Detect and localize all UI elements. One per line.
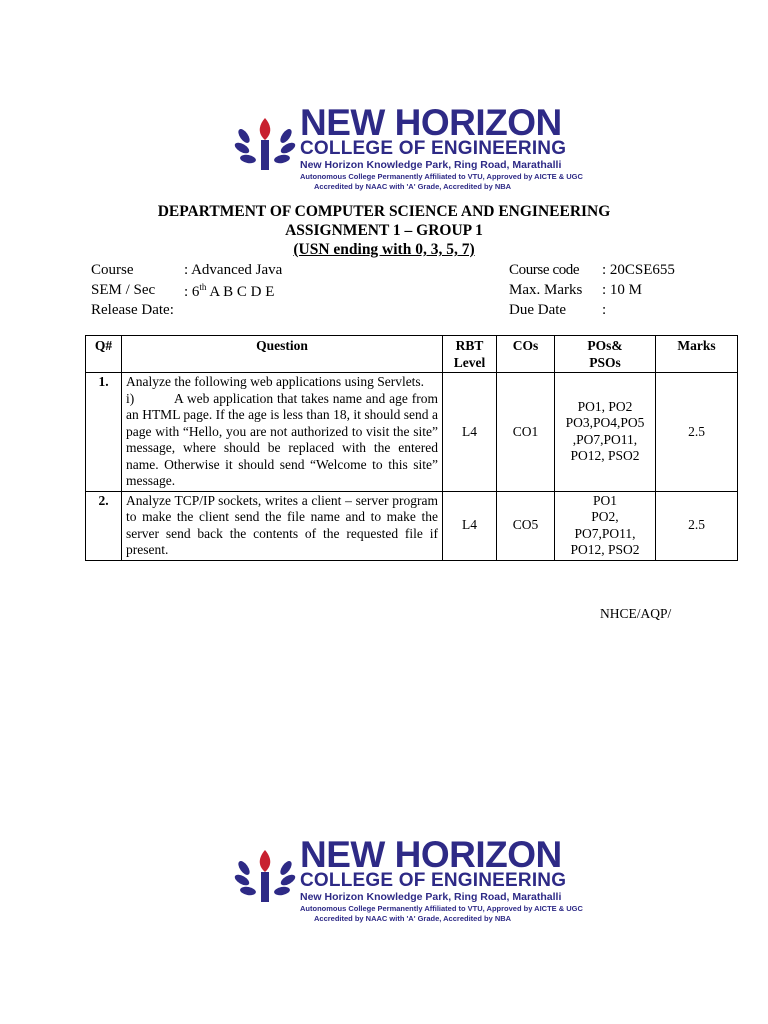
sem-label: SEM / Sec	[91, 282, 156, 298]
po-pso	[555, 491, 656, 560]
course-outcome: CO5	[497, 491, 555, 560]
question-number: 1.	[86, 373, 122, 492]
college-name: NEW HORIZON	[300, 102, 562, 143]
sem-suffix: A B C D E	[206, 284, 275, 300]
po-line: PO3,PO4,PO5	[565, 415, 645, 431]
table-row	[86, 491, 738, 560]
sem-sup: th	[199, 282, 207, 292]
col-header-question: Question	[122, 336, 443, 373]
po-line: PO7,PO11,	[574, 525, 636, 541]
college-affiliation: Autonomous College Permanently Affiliated to VTU, Approved by AICTE & UGC	[300, 172, 583, 181]
document-code: NHCE/AQP/	[600, 606, 672, 621]
question-item-label: i)	[126, 390, 135, 406]
laurel-torch-icon	[234, 846, 296, 906]
rbt-header-line2: Level	[453, 355, 486, 370]
table-row	[86, 373, 738, 492]
po-line: PO12, PSO2	[570, 448, 640, 464]
po-line: PO1	[592, 492, 617, 508]
question-text	[122, 373, 443, 492]
col-header-cos: COs	[497, 336, 555, 373]
question-intro: Analyze the following web applications using Servlets.	[126, 374, 425, 389]
college-accreditation: Accredited by NAAC with 'A' Grade, Accredited by NBA	[314, 914, 512, 923]
laurel-torch-icon	[234, 114, 296, 174]
college-name: NEW HORIZON	[300, 834, 562, 875]
po-pso	[555, 373, 656, 492]
sem-prefix: : 6	[184, 284, 200, 300]
col-header-marks: Marks	[656, 336, 738, 373]
rbt-level: L4	[443, 491, 497, 560]
question-text: Analyze TCP/IP sockets, writes a client – server program to make the client send the file name and to make the server send back the contents of the requested file if present.	[122, 491, 443, 560]
pos-header-line2: PSOs	[589, 355, 621, 370]
college-subtitle: COLLEGE OF ENGINEERING	[300, 138, 567, 159]
question-number: 2.	[86, 491, 122, 560]
course-label: Course	[91, 262, 134, 278]
table-header-row	[86, 336, 738, 373]
question-item	[126, 391, 438, 490]
max-marks-label: Max. Marks	[509, 282, 583, 298]
due-date-value: :	[602, 302, 607, 318]
college-logo	[234, 102, 583, 191]
college-address: New Horizon Knowledge Park, Ring Road, Marathalli	[300, 891, 562, 903]
marks: 2.5	[656, 491, 738, 560]
po-line: ,PO7,PO11,	[572, 431, 638, 447]
course-code-label: Course code	[509, 262, 580, 278]
po-line: PO1, PO2	[577, 398, 633, 414]
course-code-value: : 20CSE655	[602, 262, 675, 278]
col-header-rbt	[443, 336, 497, 373]
po-line: PO2,	[591, 509, 619, 524]
college-accreditation: Accredited by NAAC with 'A' Grade, Accredited by NBA	[314, 182, 512, 191]
usn-note: (USN ending with 0, 3, 5, 7)	[293, 241, 475, 258]
questions-table	[85, 335, 738, 561]
course-outcome: CO1	[497, 373, 555, 492]
rbt-header-line1: RBT	[455, 338, 484, 353]
pos-header-line1: POs&	[587, 338, 623, 353]
sem-value	[184, 282, 274, 301]
max-marks-value: : 10 M	[602, 282, 643, 298]
po-line: PO12, PSO2	[570, 542, 640, 557]
department-heading: DEPARTMENT OF COMPUTER SCIENCE AND ENGINEERING	[157, 203, 611, 220]
release-date-label: Release Date:	[91, 302, 174, 318]
due-date-label: Due Date	[509, 302, 567, 318]
rbt-level: L4	[443, 373, 497, 492]
marks: 2.5	[656, 373, 738, 492]
col-header-pos	[555, 336, 656, 373]
college-affiliation: Autonomous College Permanently Affiliated to VTU, Approved by AICTE & UGC	[300, 904, 583, 913]
col-header-num: Q#	[86, 336, 122, 373]
college-logo-bottom	[234, 834, 583, 923]
college-address: New Horizon Knowledge Park, Ring Road, Marathalli	[300, 159, 562, 171]
college-subtitle: COLLEGE OF ENGINEERING	[300, 870, 567, 891]
course-value: : Advanced Java	[184, 262, 283, 278]
question-item-text: A web application that takes name and age from an HTML page. If the age is less than 18, it should send a page with “Hello, you are not authorized to visit the site” message, where should be replaced with the entered name. Otherwise it should send “Welcome to this site” message.	[126, 390, 438, 488]
assignment-heading: ASSIGNMENT 1 – GROUP 1	[285, 222, 483, 239]
